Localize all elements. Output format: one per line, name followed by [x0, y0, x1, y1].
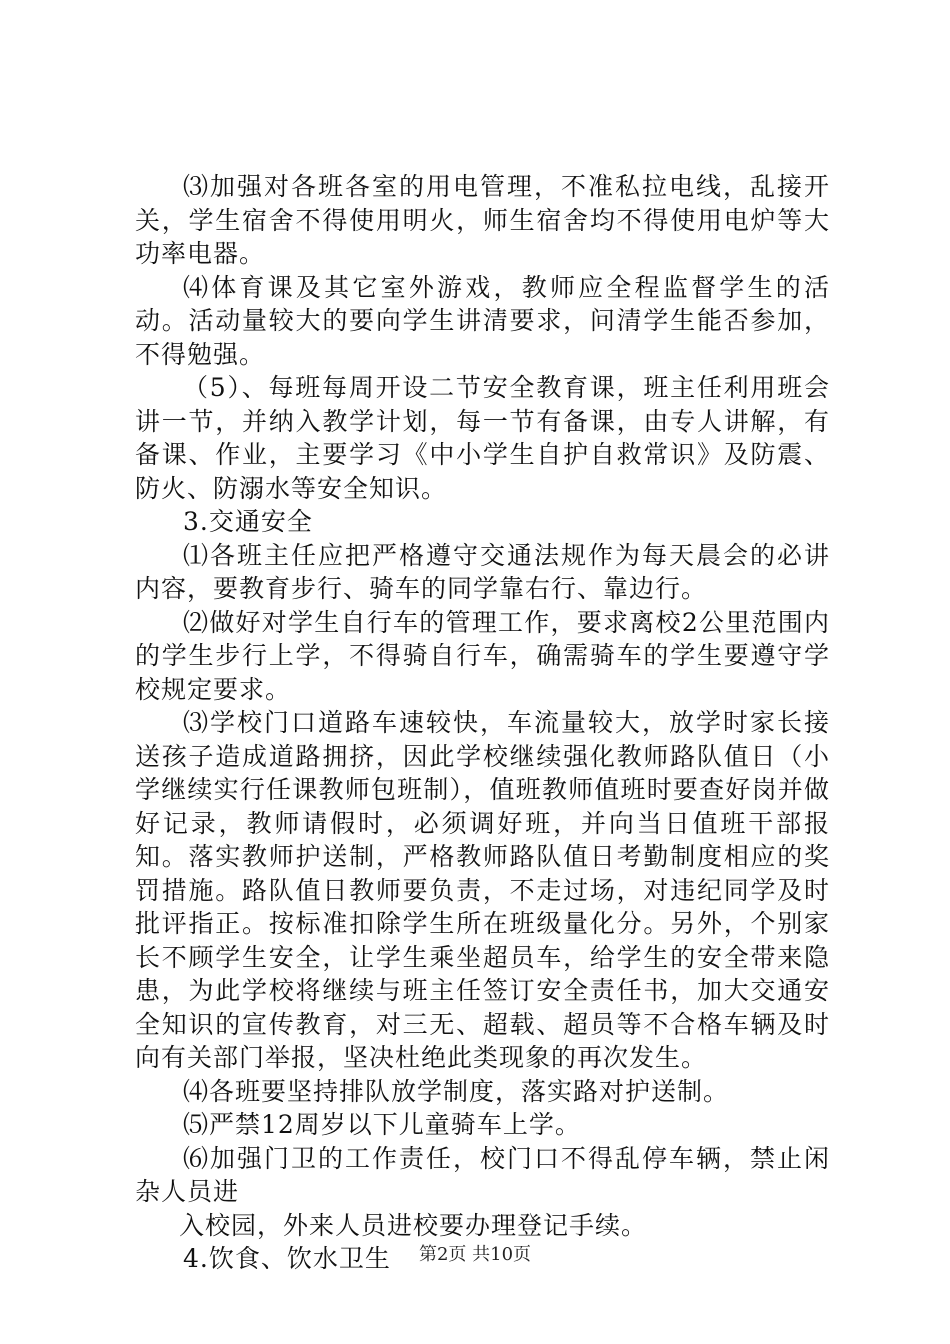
paragraph-guard-continued: 入校园，外来人员进校要办理登记手续。	[179, 1210, 648, 1240]
paragraph-bicycle: ⑵做好对学生自行车的管理工作，要求离校2公里范围内的学生步行上学，不得骑自行车，确需骑车的学生要遵守学校规定要求。	[135, 607, 830, 704]
paragraph-guard: ⑹加强门卫的工作责任，校门口不得乱停车辆，禁止闲杂人员进	[135, 1143, 830, 1206]
paragraph-age-limit: ⑸严禁12周岁以下儿童骑车上学。	[183, 1110, 581, 1139]
paragraph-electricity: ⑶加强对各班各室的用电管理，不准私拉电线，乱接开关，学生宿舍不得使用明火，师生宿舍均不得使用电炉等大功率电器。	[135, 172, 830, 268]
page-number: 第2页 共10页	[418, 1244, 532, 1265]
page-footer	[0, 1240, 950, 1266]
paragraph-school-gate: ⑶学校门口道路车速较快，车流量较大，放学时家长接送孩子造成道路拥挤，因此学校继续强化教师路队值日（小学继续实行任课教师包班制），值班教师值班时要查好岗并做好记录，教师请假时，必须调好班，并向当日值班干部报知。落实教师护送制，严格教师路队值日考勤制度相应的奖罚措施。路队值日教师要负责，不走过场，对违纪同学及时批评指正。按标准扣除学生所在班级量化分。另外，个别家长不顾学生安全，让学生乘坐超员车，给学生的安全带来隐患，为此学校将继续与班主任签订安全责任书，加大交通安全知识的宣传教育，对三无、超载、超员等不合格车辆及时向有关部门举报，坚决杜绝此类现象的再次发生。	[135, 708, 830, 1072]
section-heading-traffic: 3.交通安全	[183, 507, 313, 536]
paragraph-pe-class: ⑷体育课及其它室外游戏，教师应全程监督学生的活动。活动量较大的要向学生讲清要求，问清学生能否参加，不得勉强。	[135, 272, 830, 369]
section-heading-food: 4.饮食、饮水卫生	[183, 1244, 391, 1273]
paragraph-traffic-rules: ⑴各班主任应把严格遵守交通法规作为每天晨会的必讲内容，要教育步行、骑车的同学靠右行、靠边行。	[135, 540, 830, 603]
document-body	[135, 170, 830, 1276]
paragraph-safety-course: （5）、每班每周开设二节安全教育课，班主任利用班会讲一节，并纳入教学计划，每一节有备课，由专人讲解，有备课、作业，主要学习《中小学生自护自救常识》及防震、防火、防溺水等安全知识。	[135, 373, 830, 503]
paragraph-queue-dismissal: ⑷各班要坚持排队放学制度，落实路对护送制。	[183, 1076, 730, 1106]
